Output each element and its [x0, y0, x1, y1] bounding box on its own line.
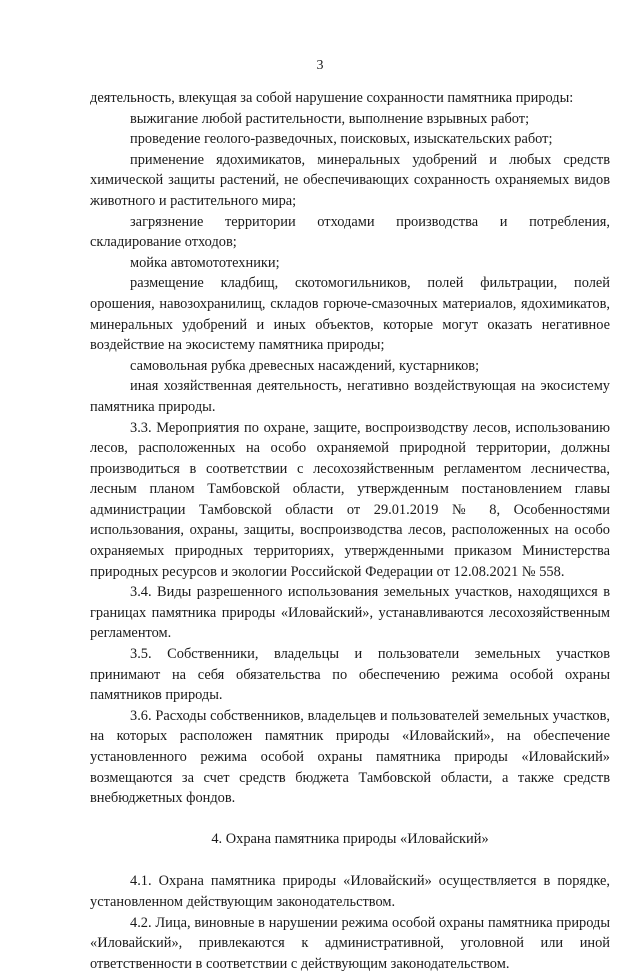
clause-3-5: 3.5. Собственники, владельцы и пользователи земельных участков принимают на себя обязательства по обеспечению режима особой охраны памятников природы.	[90, 646, 610, 704]
list-item: самовольная рубка древесных насаждений, кустарников;	[130, 357, 480, 374]
list-item: иная хозяйственная деятельность, негативно воздействующая на экосистему памятника природы.	[90, 378, 610, 415]
paragraph: деятельность, влекущая за собой нарушение сохранности памятника природы:	[90, 90, 574, 106]
page-number: 3	[316, 58, 324, 73]
clause-4-1: 4.1. Охрана памятника природы «Иловайский» осуществляется в порядке, установленном действующим законодательством.	[90, 873, 610, 910]
clause-4-2: 4.2. Лица, виновные в нарушении режима особой охраны памятника природы «Иловайский», привлекаются к административной, уголовной или иной ответственности в соответствии с действующим законодательством.	[90, 914, 610, 972]
list-item: проведение геолого-разведочных, поисковых, изыскательских работ;	[130, 131, 553, 148]
list-item: загрязнение территории отходами производства и потребления, складирование отходов;	[90, 213, 610, 251]
list-item: выжигание любой растительности, выполнение взрывных работ;	[130, 110, 530, 127]
list-item: мойка автомототехники;	[130, 254, 280, 271]
section-heading: 4. Охрана памятника природы «Иловайский»	[211, 830, 489, 847]
clause-3-6: 3.6. Расходы собственников, владельцев и пользователей земельных участков, на которых расположен памятник природы «Иловайский», на обеспечение установленного режима особой охраны памятника природы «Иловайский» возмещаются за счет средств бюджета Тамбовской области, а также средств внебюджетных фондов.	[90, 707, 610, 807]
list-item: применение ядохимикатов, минеральных удобрений и любых средств химической защиты растений, не обеспечивающих сохранность охраняемых видов животного и растительного мира;	[90, 151, 610, 209]
list-item: размещение кладбищ, скотомогильников, полей фильтрации, полей орошения, навозохранилищ, складов горюче-смазочных материалов, ядохимикатов, минеральных удобрений и иных объектов, которые могут оказать негативное воздействие на экосистему памятника природы;	[90, 275, 610, 354]
clause-3-3: 3.3. Мероприятия по охране, защите, воспроизводству лесов, использованию лесов, расположенных на особо охраняемой природной территории, должны производиться в соответствии с лесохозяйственным регламентом лесничества, лесным планом Тамбовской области, утвержденным постановлением главы администрации Тамбовской области от 29.01.2019 № 8, Особенностями использования, охраны, защиты, воспроизводства лесов, расположенных на особо охраняемых природных территориях, утвержденными приказом Министерства природных ресурсов и экологии Российской Федерации от 12.08.2021 № 558.	[90, 419, 610, 580]
document-body	[90, 88, 610, 974]
clause-3-4: 3.4. Виды разрешенного использования земельных участков, находящихся в границах памятника природы «Иловайский», устанавливаются лесохозяйственным регламентом.	[90, 584, 610, 642]
